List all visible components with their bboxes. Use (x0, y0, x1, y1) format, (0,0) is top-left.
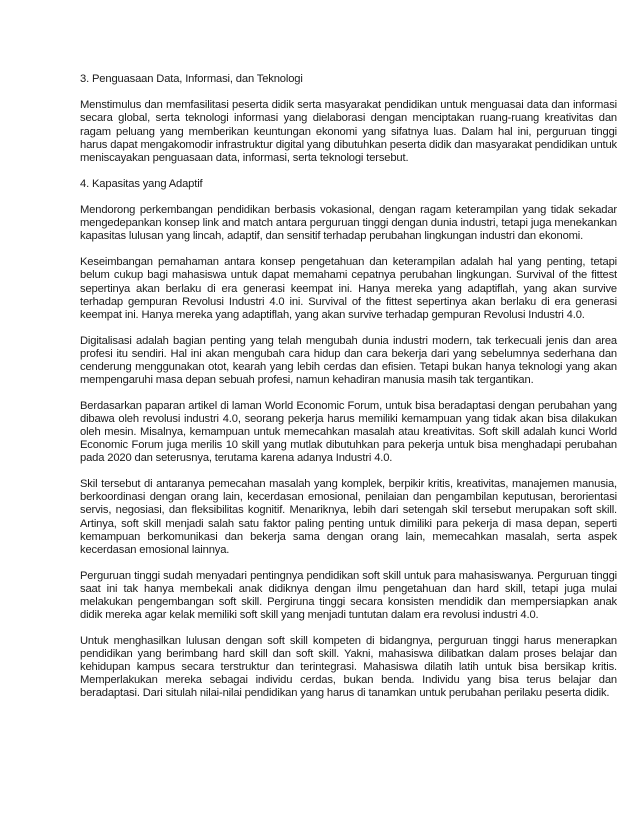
body-paragraph: Skil tersebut di antaranya pemecahan masalah yang komplek, berpikir kritis, kreativitas, manajemen manusia, berkoordinasi dengan orang lain, kecerdasan emosional, penilaian dan pengambilan keputusan, berorientasi servis, negosiasi, dan fleksibilitas kognitif. Menariknya, lebih dari setengah skil tersebut merupakan soft skill. Artinya, soft skill menjadi salah satu faktor paling penting untuk dimiliki para pekerja di masa depan, seperti kemampuan berkomunikasi dan bekerja sama dengan orang lain, memecahkan masalah, serta aspek kecerdasan emosional lainnya. (80, 478, 617, 556)
section-heading: 4. Kapasitas yang Adaptif (80, 177, 203, 190)
document-body (80, 73, 617, 713)
body-paragraph: Berdasarkan paparan artikel di laman World Economic Forum, untuk bisa beradaptasi dengan perubahan yang dibawa oleh revolusi industri 4.0, seorang pekerja harus memiliki kemampuan yang tidak akan bisa dilakukan oleh mesin. Misalnya, kemampuan untuk memecahkan masalah atau kreativitas. Soft skill adalah kunci World Economic Forum juga merilis 10 skill yang mutlak dibutuhkan para pekerja untuk bisa menghadapi perubahan pada 2020 dan seterusnya, terutama karena adanya Industri 4.0. (80, 399, 617, 465)
body-paragraph: Digitalisasi adalah bagian penting yang telah mengubah dunia industri modern, tak terkecuali jenis dan area profesi itu sendiri. Hal ini akan mengubah cara hidup dan cara bekerja dari yang sebelumnya sederhana dan cenderung menggunakan otot, kearah yang lebih cerdas dan efisien. Tetapi bukan hanya teknologi yang akan mempengaruhi masa depan sebuah profesi, namun kehadiran manusia masih tak tergantikan. (80, 334, 617, 386)
body-paragraph: Perguruan tinggi sudah menyadari pentingnya pendidikan soft skill untuk para mahasiswanya. Perguruan tinggi saat ini tak hanya membekali anak didiknya dengan ilmu pengetahuan dan hard skill, tetapi juga mulai melakukan pengembangan soft skill. Pergiruna tinggi secara konsisten mendidik dan mempersiapkan anak didik mereka agar kelak memiliki soft skill yang menjadi tuntutan dalam era revolusi industri 4.0. (80, 569, 617, 622)
section-heading: 3. Penguasaan Data, Informasi, dan Teknologi (80, 73, 303, 85)
body-paragraph: Mendorong perkembangan pendidikan berbasis vokasional, dengan ragam keterampilan yang tidak sekadar mengedepankan konsep link and match antara perguruan tinggi dengan dunia industri, tetapi juga menekankan kapasitas lulusan yang lincah, adaptif, dan sensitif terhadap perubahan lingkungan industri dan ekonomi. (80, 204, 617, 243)
body-paragraph: Untuk menghasilkan lulusan dengan soft skill kompeten di bidangnya, perguruan tinggi harus menerapkan pendidikan yang berimbang hard skill dan soft skill. Yakni, mahasiswa dilibatkan dalam proses belajar dan kehidupan kampus secara terstruktur dan terintegrasi. Mahasiswa dilatih latih untuk bisa bersikap kritis. Memperlakukan mereka sebagai individu cerdas, bukan benda. Individu yang bisa terus belajar dan beradaptasi. Dari situlah nilai-nilai pendidikan yang harus di tanamkan untuk perubahan perilaku peserta didik. (80, 635, 617, 700)
body-paragraph: Keseimbangan pemahaman antara konsep pengetahuan dan keterampilan adalah hal yang penting, tetapi belum cukup bagi mahasiswa untuk dapat memahami cepatnya perubahan lingkungan. Survival of the fittest sepertinya akan berlaku di era generasi keempat ini. Hanya mereka yang adaptiflah, yang akan survive terhadap gempuran Revolusi Industri 4.0 ini. Survival of the fittest sepertinya akan berlaku di era generasi keempat ini. Hanya mereka yang adaptiflah, yang akan survive terhadap gempuran Revolusi Industri 4.0. (80, 256, 617, 321)
body-paragraph: Menstimulus dan memfasilitasi peserta didik serta masyarakat pendidikan untuk menguasai data dan informasi secara global, serta teknologi informasi yang dielaborasi dengan menciptakan ruang-ruang kreativitas dan ragam peluang yang memberikan keuntungan ekonomi yang sifatnya luas. Dalam hal ini, perguruan tinggi harus dapat mengakomodir infrastruktur digital yang dibutuhkan peserta didik dan masyarakat pendidikan untuk meniscayakan penguasaan data, informasi, serta teknologi tersebut. (80, 99, 617, 164)
